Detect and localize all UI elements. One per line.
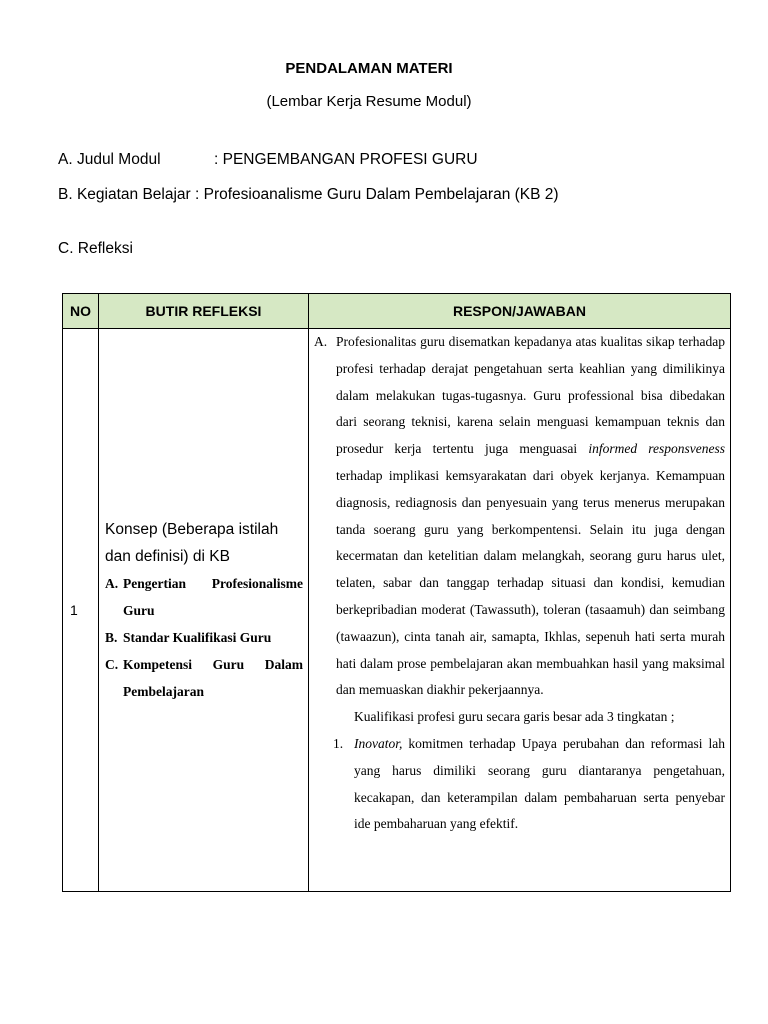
list-item-text: Standar Kualifikasi Guru <box>123 629 272 645</box>
list-item-text: Pembelajaran <box>123 683 204 699</box>
list-item <box>105 570 303 624</box>
response-item-inovator <box>314 731 725 838</box>
list-item-text: Pengertian Profesionalisme <box>123 575 303 591</box>
response-italic-term: Inovator, <box>354 735 403 751</box>
list-marker: A. <box>105 575 119 591</box>
response-text: terhadap implikasi kemsyarakatan dari obyek kerjanya. Kemampuan diagnosis, rediagnosis dan penyesuain yang terus menerus merupakan tanda soerang guru yang berkompentensi. Selain itu juga dengan kecermatan dan ketelitian dalam melangkah, seorang guru harus ulet, telaten, sabar dan tanggap terhadap situasi dan kondisi, kemudian berkepribadian moderat (Tawassuth), toleran (tasaamuh) dan seimbang (tawaazun), cinta tanah air, samapta, Ikhlas, sepenuh hati serta murah hati dalam prose pembelajaran akan membuahkan hasil yang maksimal dan memuaskan diakhir pekerjaannya. <box>336 467 725 698</box>
refleksi-label: C. Refleksi <box>58 240 133 257</box>
butir-refleksi-cell <box>99 329 309 892</box>
refleksi-table <box>62 293 731 892</box>
list-item-text: Guru <box>123 602 155 618</box>
header-respon-jawaban: RESPON/JAWABAN <box>309 294 731 329</box>
butir-list <box>105 570 303 705</box>
table-row <box>63 329 731 892</box>
response-text: Profesionalitas guru disematkan kepadanya atas kualitas sikap terhadap profesi terhadap derajat pengetahuan serta keahlian yang dimilikinya dalam melakukan tugas-tugasnya. Guru professional bisa dibedakan dari seorang teknisi, karena selain menguasi kemampuan teknis dan prosedur kerja tertentu juga menguasai <box>336 334 725 457</box>
response-italic-term: informed responsveness <box>588 441 725 457</box>
list-marker: 1. <box>333 735 344 751</box>
judul-modul-label: A. Judul Modul <box>58 151 161 168</box>
judul-modul-row <box>58 151 478 169</box>
list-marker: A. <box>314 334 328 349</box>
list-marker: C. <box>105 656 119 672</box>
kualifikasi-intro: Kualifikasi profesi guru secara garis besar ada 3 tingkatan ; <box>354 709 675 725</box>
header-butir-refleksi: BUTIR REFLEKSI <box>99 294 309 329</box>
response-paragraph-a <box>314 329 725 704</box>
konsep-text: Konsep (Beberapa istilah dan definisi) di KB <box>105 520 279 565</box>
list-marker: B. <box>105 629 118 645</box>
page-title: PENDALAMAN MATERI <box>285 60 453 77</box>
page-subtitle: (Lembar Kerja Resume Modul) <box>266 93 472 110</box>
header-no: NO <box>63 294 99 329</box>
kegiatan-belajar-row <box>58 186 559 204</box>
row-number: 1 <box>63 329 99 892</box>
respon-jawaban-cell <box>309 329 731 892</box>
list-item <box>105 651 303 705</box>
table-header-row <box>63 294 731 329</box>
judul-modul-value: : PENGEMBANGAN PROFESI GURU <box>214 151 478 168</box>
list-item-text: Kompetensi Guru Dalam <box>123 656 303 672</box>
kegiatan-belajar-label: B. Kegiatan Belajar <box>58 186 191 203</box>
list-item <box>105 624 303 651</box>
response-text: komitmen terhadap Upaya perubahan dan reformasi lah yang harus dimiliki seorang guru diantaranya pengetahuan, kecakapan, dan keterampilan dalam pembaharuan serta penyebar ide pembaharuan yang efektif. <box>354 735 725 832</box>
kegiatan-belajar-value: : Profesioanalisme Guru Dalam Pembelajaran (KB 2) <box>195 186 559 203</box>
